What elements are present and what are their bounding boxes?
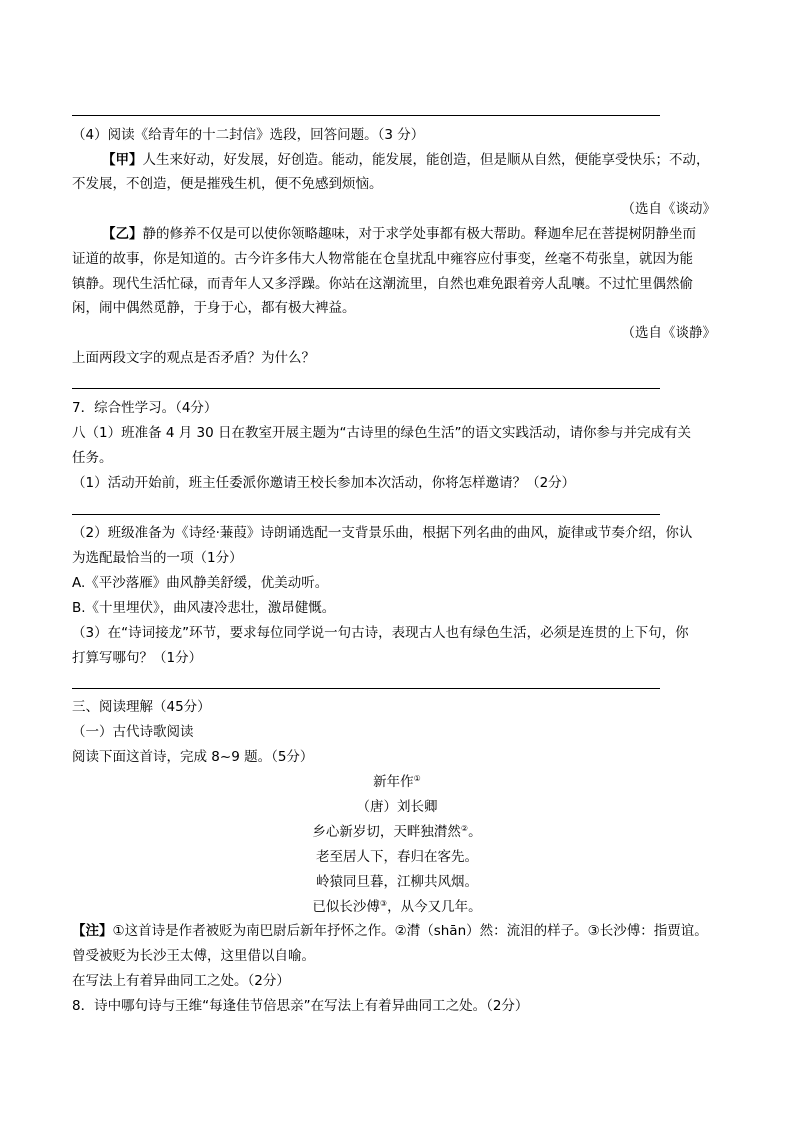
yi-paragraph-line2: 证道的故事，你是知道的。古今许多伟大人物常能在仓皇扰乱中雍容应付事变，丝毫不苟张皇，就因为能	[72, 251, 693, 267]
poem-title: 新年作①	[373, 774, 421, 790]
footnote-marker: ①	[413, 774, 421, 783]
option-a: A.《平沙落雁》曲风静美舒缓，优美动听。	[72, 575, 329, 591]
q7-heading: 7．综合性学习。（4分）	[72, 400, 218, 416]
yi-paragraph-line4: 闲，闹中偶然觅静，于身于心，都有极大裨益。	[72, 300, 356, 316]
option-b: B.《十里埋伏》，曲风凄冷悲壮，激昂健慨。	[72, 600, 336, 616]
poem-author: （唐）刘长卿	[356, 799, 438, 815]
answer-line	[72, 388, 660, 389]
jia-paragraph-line1	[102, 151, 710, 169]
q7-intro-line2: 任务。	[72, 450, 113, 466]
jia-label: 【甲】	[102, 152, 143, 168]
footnote-marker: ③	[379, 899, 388, 908]
section3-instruction: 阅读下面这首诗，完成 8~9 题。（5分）	[72, 749, 314, 765]
jia-source: （选自《谈动》	[621, 201, 716, 217]
section3-subheading: （一）古代诗歌阅读	[72, 724, 194, 740]
q7-sub2-line2: 为选配最恰当的一项（1分）	[72, 550, 243, 566]
notes-line1: 【注】①这首诗是作者被贬为南巴尉后新年抒怀之作。②潸（shān）然：流泪的样子。③长沙傅：指贾谊。	[72, 923, 708, 939]
answer-line	[72, 115, 660, 116]
yi-text: 静的修养不仅是可以使你领略趣味，对于求学处事都有极大帮助。释迦牟尼在菩提树阴静坐而	[142, 226, 696, 242]
yi-label: 【乙】	[102, 226, 143, 242]
poem-line: 老至居人下，春归在客先。	[316, 849, 478, 865]
q7-sub3-line2: 打算写哪句？（1分）	[72, 650, 203, 666]
notes-label: 【注】	[72, 923, 113, 939]
q4-question: 上面两段文字的观点是否矛盾？为什么？	[72, 350, 315, 366]
notes-line3: 在写法上有着异曲同工之处。（2分）	[72, 973, 290, 989]
poem-line: 乡心新岁切，天畔独潸然②。	[312, 824, 482, 840]
q8-question: 8．诗中哪句诗与王维“每逢佳节倍思亲”在写法上有着异曲同工之处。（2分）	[72, 998, 529, 1014]
q4-heading: （4）阅读《给青年的十二封信》选段，回答问题。（3 分）	[72, 127, 425, 143]
yi-source: （选自《谈静》	[621, 325, 716, 341]
poem-line: 岭猿同旦暮，江柳共风烟。	[316, 874, 478, 890]
answer-line	[72, 688, 660, 689]
section3-heading: 三、阅读理解（45分）	[72, 699, 211, 715]
jia-text: 人生来好动，好发展，好创造。能动，能发展，能创造，但是顺从自然，便能享受快乐；不动，	[142, 152, 710, 168]
q7-sub2-line1: （2）班级准备为《诗经·蒹葭》诗朗诵选配一支背景乐曲，根据下列名曲的曲风，旋律或节奏介绍，你认	[72, 525, 693, 541]
jia-paragraph-line2: 不发展，不创造，便是摧残生机，便不免感到烦恼。	[72, 176, 383, 192]
q7-sub3-line1: （3）在“诗词接龙”环节，要求每位同学说一句古诗，表现古人也有绿色生活，必须是连贯的上下句，你	[72, 625, 689, 641]
poem-line: 已似长沙傅③，从今又几年。	[312, 899, 482, 915]
yi-paragraph-line1	[102, 225, 696, 243]
answer-line	[72, 514, 660, 515]
yi-paragraph-line3: 镇静。现代生活忙碌，而青年人又多浮躁。你站在这潮流里，自然也难免跟着旁人乱嚷。不过忙里偶然偷	[72, 276, 693, 292]
footnote-marker: ②	[460, 824, 469, 833]
notes-line2: 曾受被贬为长沙王太傅，这里借以自喻。	[72, 948, 315, 964]
q7-sub1: （1）活动开始前，班主任委派你邀请王校长参加本次活动，你将怎样邀请？（2分）	[72, 475, 576, 491]
q7-intro-line1: 八（1）班准备 4 月 30 日在教室开展主题为“古诗里的绿色生活”的语文实践活动，请你参与并完成有关	[72, 425, 692, 441]
